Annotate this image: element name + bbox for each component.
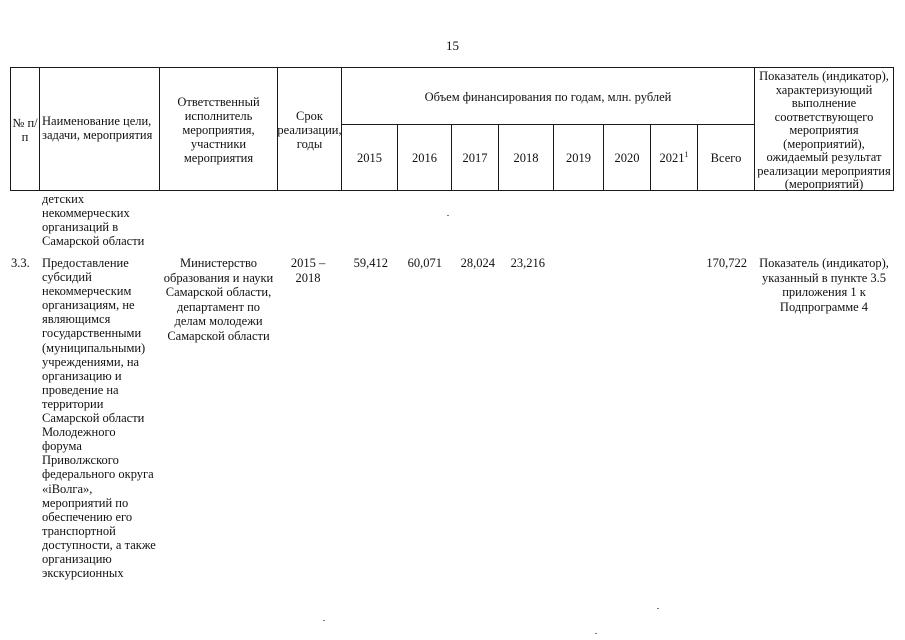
header-year-2021-text: 2021 (659, 150, 685, 165)
row-3-3-indicator (754, 256, 894, 314)
header-col-responsible-text: Ответственный исполнитель мероприятия, участники мероприятия (177, 95, 260, 165)
row-3-3-term (284, 256, 332, 285)
page-number: 15 (446, 38, 459, 53)
row-3-3-number-text: 3.3. (11, 256, 30, 270)
header-total (698, 125, 754, 190)
row-3-3-responsible-text: Министерство образования и науки Самарской области, департамент по делам молодежи Самарской области (163, 256, 274, 343)
header-col-financing (342, 90, 754, 104)
value-2018: 23,216 (510, 256, 545, 270)
header-year-2017-text: 2017 (462, 150, 488, 165)
table-border-top (10, 67, 894, 68)
row-3-3-responsible (160, 256, 277, 343)
table-border-right (893, 67, 894, 191)
footnote-marker: 1 (684, 149, 689, 159)
scan-speck (447, 215, 449, 216)
row-3-3-value-2017 (451, 256, 495, 270)
header-year-2017 (452, 125, 498, 190)
header-year-2018 (499, 125, 553, 190)
header-col-term-text: Срок реализации, годы (277, 109, 342, 151)
header-year-2020 (604, 125, 650, 190)
value-total: 170,722 (706, 256, 747, 270)
header-year-2021 (651, 125, 697, 190)
header-year-2020-text: 2020 (614, 150, 640, 165)
header-total-text: Всего (710, 150, 742, 165)
header-year-2015 (342, 125, 397, 190)
header-col-term (277, 109, 342, 151)
row-3-3-indicator-text: Показатель (индикатор), указанный в пункте 3.5 приложения 1 к Подпрограмме 4 (759, 256, 889, 314)
header-year-2019 (554, 125, 603, 190)
row-continuation-name-text: детских некоммерческих организаций в Самарской области (42, 192, 145, 248)
header-year-2016 (398, 125, 451, 190)
header-col-responsible (162, 95, 275, 165)
header-col-indicator-text: Показатель (индикатор), характеризующий выполнение соответствующего мероприятия (мероприятий), ожидаемый результат реализации мероприятия (мероприятий) (757, 69, 891, 191)
value-2015: 59,412 (353, 256, 388, 270)
row-continuation-name (42, 192, 152, 248)
value-2016: 60,071 (407, 256, 442, 270)
row-3-3-total (697, 256, 747, 270)
col-divider-name (39, 67, 40, 191)
row-3-3-term-text: 2015 – 2018 (290, 256, 326, 285)
header-year-2015-text: 2015 (357, 150, 382, 165)
header-col-no-text: № п/п (12, 116, 38, 144)
row-3-3-name-text: Предоставление субсидий некоммерческим организациям, не являющимся государственными (муниципальными) учреждениями, на организацию и проведение на территории Самарской области Молодежного форума Приволжского федерального округа «iВолга», мероприятий по обеспечению его транспортной доступности, а также организацию экскурсионных (42, 256, 156, 581)
row-3-3-name (42, 256, 158, 580)
scan-speck (657, 608, 659, 609)
header-year-2016-text: 2016 (412, 150, 437, 165)
header-col-name (42, 114, 160, 142)
scan-speck (595, 633, 597, 634)
row-3-3-value-2016 (397, 256, 442, 270)
header-col-financing-text: Объем финансирования по годам, млн. рублей (424, 90, 672, 104)
header-year-2018-text: 2018 (513, 150, 539, 165)
row-3-3-value-2015 (341, 256, 388, 270)
header-col-no (11, 100, 39, 160)
header-col-name-text: Наименование цели, задачи, мероприятия (42, 114, 153, 142)
header-year-2019-text: 2019 (566, 150, 591, 165)
scan-speck (323, 620, 325, 621)
value-2017: 28,024 (460, 256, 495, 270)
row-3-3-number (11, 256, 41, 270)
header-col-indicator (755, 70, 893, 192)
row-3-3-value-2018 (498, 256, 545, 270)
